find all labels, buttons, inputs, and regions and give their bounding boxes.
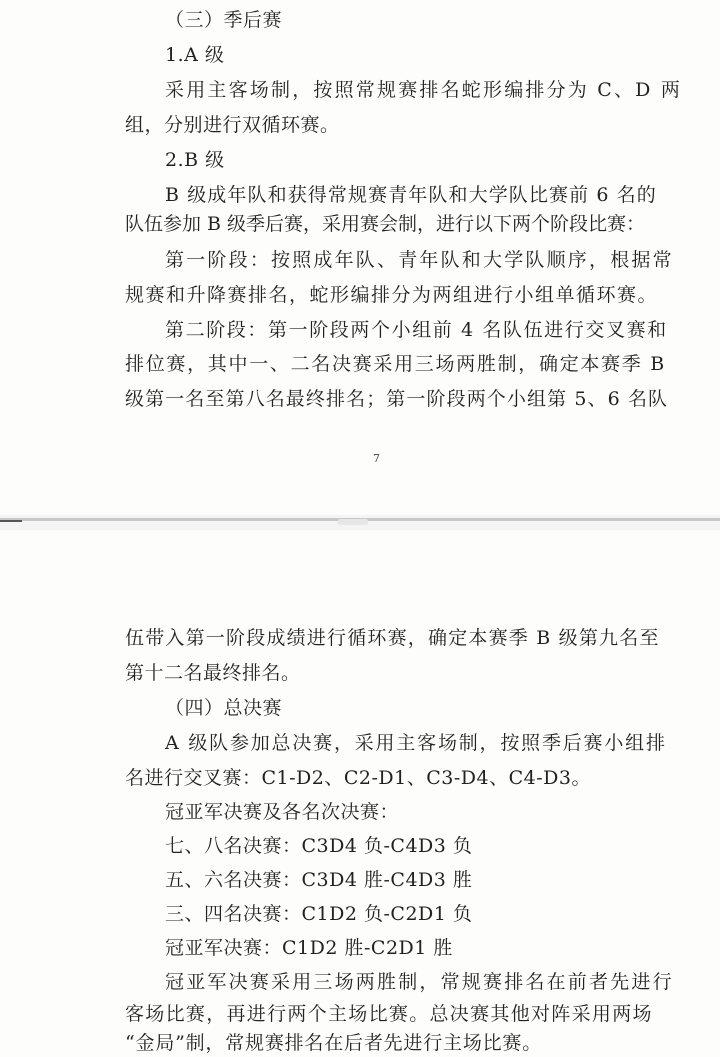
paragraph-line: 组，分别进行双循环赛。 xyxy=(125,114,340,136)
paragraph-line: 排位赛，其中一、二名决赛采用三场两胜制，确定本赛季 B xyxy=(125,353,666,375)
page-separator-mark xyxy=(0,520,22,522)
matchup-line: 冠亚军决赛：C1D2 胜-C2D1 胜 xyxy=(165,937,453,959)
paragraph-line: 第一阶段：按照成年队、青年队和大学队顺序，根据常 xyxy=(165,249,674,271)
watermark-tag xyxy=(338,519,368,525)
paragraph-line: “金局”制，常规赛排名在后者先进行主场比赛。 xyxy=(125,1032,543,1054)
paragraph-line: 冠亚军决赛采用三场两胜制，常规赛排名在前者先进行 xyxy=(165,971,674,993)
paragraph-line: 规赛和升降赛排名，蛇形编排分为两组进行小组单循环赛。 xyxy=(125,284,659,306)
subheading-a-level: 1.A 级 xyxy=(165,44,225,66)
paragraph-line: 第十二名最终排名。 xyxy=(125,662,301,684)
paragraph-line: 第二阶段：第一阶段两个小组前 4 名队伍进行交叉赛和 xyxy=(165,319,668,341)
paragraph-line: 级第一名至第八名最终排名；第一阶段两个小组第 5、6 名队 xyxy=(125,388,669,410)
matchup-line: 五、六名决赛：C3D4 胜-C4D3 胜 xyxy=(165,869,473,891)
paragraph-line: 冠亚军决赛及各名次决赛： xyxy=(165,801,400,823)
paragraph-line: 客场比赛，再进行两个主场比赛。总决赛其他对阵采用两场 xyxy=(125,1003,653,1025)
paragraph-line: 伍带入第一阶段成绩进行循环赛，确定本赛季 B 级第九名至 xyxy=(125,627,660,649)
matchup-line: 七、八名决赛：C3D4 负-C4D3 负 xyxy=(165,835,473,857)
subheading-b-level: 2.B 级 xyxy=(165,149,225,171)
section-heading-playoffs: （三）季后赛 xyxy=(165,9,283,31)
page-number: 7 xyxy=(373,452,380,465)
matchup-line: 三、四名决赛：C1D2 负-C2D1 负 xyxy=(165,903,473,925)
paragraph-line: B 级成年队和获得常规赛青年队和大学队比赛前 6 名的 xyxy=(165,184,657,206)
paragraph-line: 名进行交叉赛：C1-D2、C2-D1、C3-D4、C4-D3。 xyxy=(125,767,591,789)
paragraph-line: A 级队参加总决赛，采用主客场制，按照季后赛小组排 xyxy=(165,732,667,754)
paragraph-line: 采用主客场制，按照常规赛排名蛇形编排分为 C、D 两 xyxy=(165,79,683,101)
section-heading-finals: （四）总决赛 xyxy=(165,697,283,719)
paragraph-line: 队伍参加 B 级季后赛，采用赛会制，进行以下两个阶段比赛： xyxy=(125,213,646,235)
